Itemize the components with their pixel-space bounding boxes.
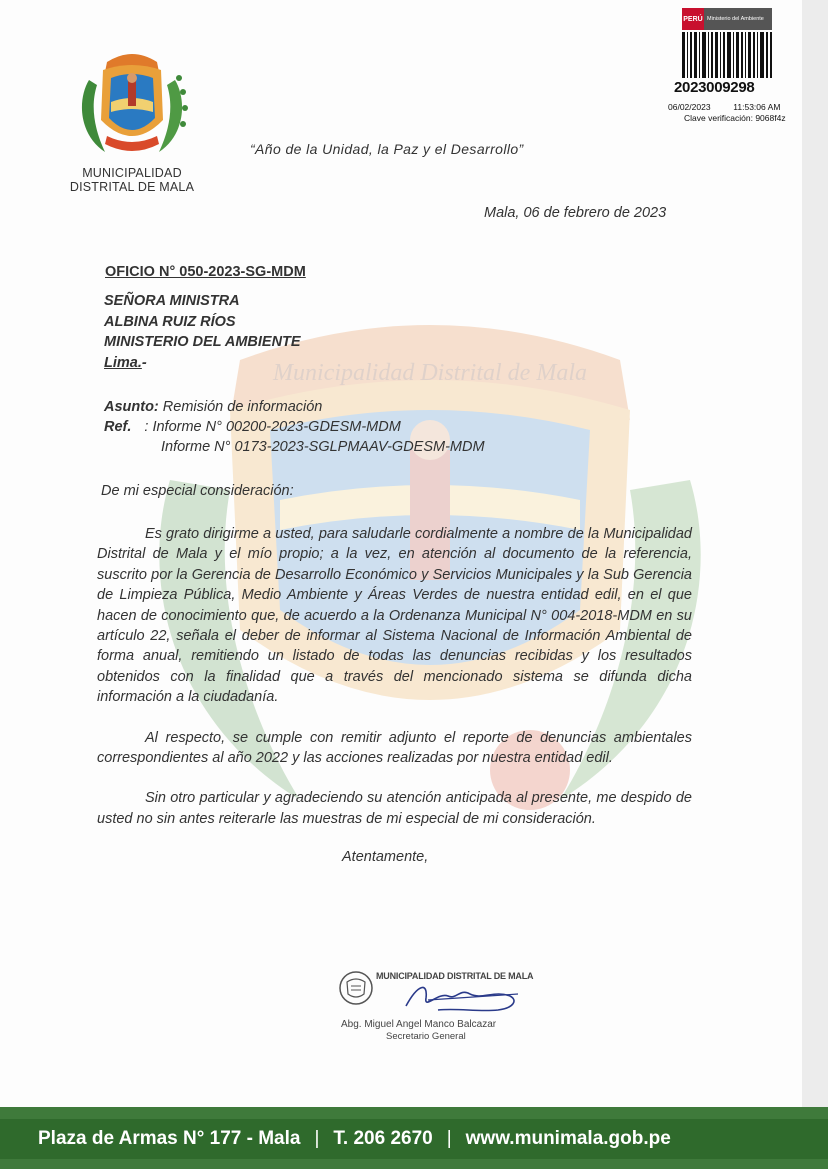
footer-separator: | — [314, 1128, 320, 1149]
letter-date: Mala, 06 de febrero de 2023 — [484, 205, 667, 221]
addressee-city — [104, 353, 692, 374]
footer-bar — [0, 1119, 828, 1159]
year-motto: “Año de la Unidad, la Paz y el Desarrollo” — [250, 141, 524, 157]
ministry-label: Ministerio del Ambiente — [707, 15, 764, 22]
handwritten-signature-icon — [398, 978, 528, 1018]
body-paragraph-1: Es grato dirigirme a usted, para saludarle cordialmente a nombre de la Municipalidad Distrital de Mala y el mío propio; a la vez, en atención al documento de la referencia, suscrito por la Gerencia de Desarrollo Económico y Servicios Municipales y la Sub Gerencia de Limpieza Pública, Medio Ambiente y Áreas Verdes de nuestra entidad edil, en el que hacen de conocimiento que, de acuerdo a la Ordenanza Municipal N° 004-2018-MDM en su artículo 22, señala el deber de informar al Sistema Nacional de Información Ambiental de forma anual, remitiendo un listado de todas las denuncias recibidas y los resultados obtenidos con la finalidad que a través del mencionado sistema se difunda dicha información a la ciudadanía. — [97, 526, 692, 706]
addressee-line: SEÑORA MINISTRA — [104, 293, 240, 309]
reference-label: Ref. — [104, 419, 132, 435]
stamp-datetime — [668, 102, 780, 112]
barcode-icon — [682, 32, 772, 78]
signature-block — [338, 968, 538, 1048]
subject-line — [104, 397, 692, 417]
body-paragraph-3: Sin otro particular y agradeciendo su atención anticipada al presente, me despido de usted no sin antes reiterarle las muestras de mi especial de mi consideración. — [97, 790, 692, 827]
closing: Atentamente, — [342, 849, 429, 866]
subject-reference-block — [104, 397, 692, 457]
watermark-banner-text: Municipalidad Distrital de Mala — [273, 360, 587, 386]
ministry-flag — [682, 8, 772, 30]
reference-1: : Informe N° 00200-2023-GDESM-MDM — [144, 419, 401, 435]
oficio-number: OFICIO N° 050-2023-SG-MDM — [105, 264, 306, 280]
addressee-line: ALBINA RUIZ RÍOS — [104, 313, 236, 330]
peru-label: PERÚ — [682, 8, 704, 30]
registration-number: 2023009298 — [674, 79, 755, 96]
body-paragraph-2: Al respecto, se cumple con remitir adjunto el reporte de denuncias ambientales correspondientes al año 2022 y las acciones realizadas por nuestra entidad edil. — [97, 729, 692, 767]
city-name: Lima. — [104, 354, 142, 371]
signatory-name: Abg. Miguel Angel Manco Balcazar — [341, 1019, 497, 1030]
reference-2: Informe N° 0173-2023-SGLPMAAV-GDESM-MDM — [161, 439, 485, 455]
subject-label: Asunto: — [104, 399, 159, 415]
official-seal-icon — [338, 970, 374, 1006]
footer-phone: T. 206 2670 — [333, 1128, 433, 1149]
stamp-time: 11:53:06 AM — [733, 102, 781, 112]
municipality-name-line2: DISTRITAL DE MALA — [69, 180, 195, 194]
reference-line — [104, 417, 692, 437]
subject-text: Remisión de información — [162, 399, 323, 415]
footer-website[interactable]: www.munimala.gob.pe — [465, 1128, 671, 1149]
crest-icon — [67, 40, 197, 166]
signatory-position: Secretario General — [386, 1031, 466, 1042]
greeting: De mi especial consideración: — [101, 483, 294, 499]
footer-address: Plaza de Armas N° 177 - Mala — [38, 1128, 301, 1149]
municipality-name-line1: MUNICIPALIDAD — [82, 166, 182, 180]
seal-text: MUNICIPALIDAD DISTRITAL DE MALA — [376, 971, 534, 981]
footer-band — [0, 1107, 828, 1169]
footer-separator: | — [446, 1128, 452, 1149]
stamp-date: 06/02/2023 — [668, 102, 711, 112]
city-suffix: - — [141, 354, 147, 371]
municipality-logo — [62, 40, 202, 194]
page-edge — [802, 0, 828, 1169]
addressee-block — [104, 291, 692, 373]
verification-code: Clave verificación: 9068f4z — [684, 113, 786, 123]
letter-body — [97, 262, 692, 867]
addressee-line: MINISTERIO DEL AMBIENTE — [104, 334, 301, 350]
